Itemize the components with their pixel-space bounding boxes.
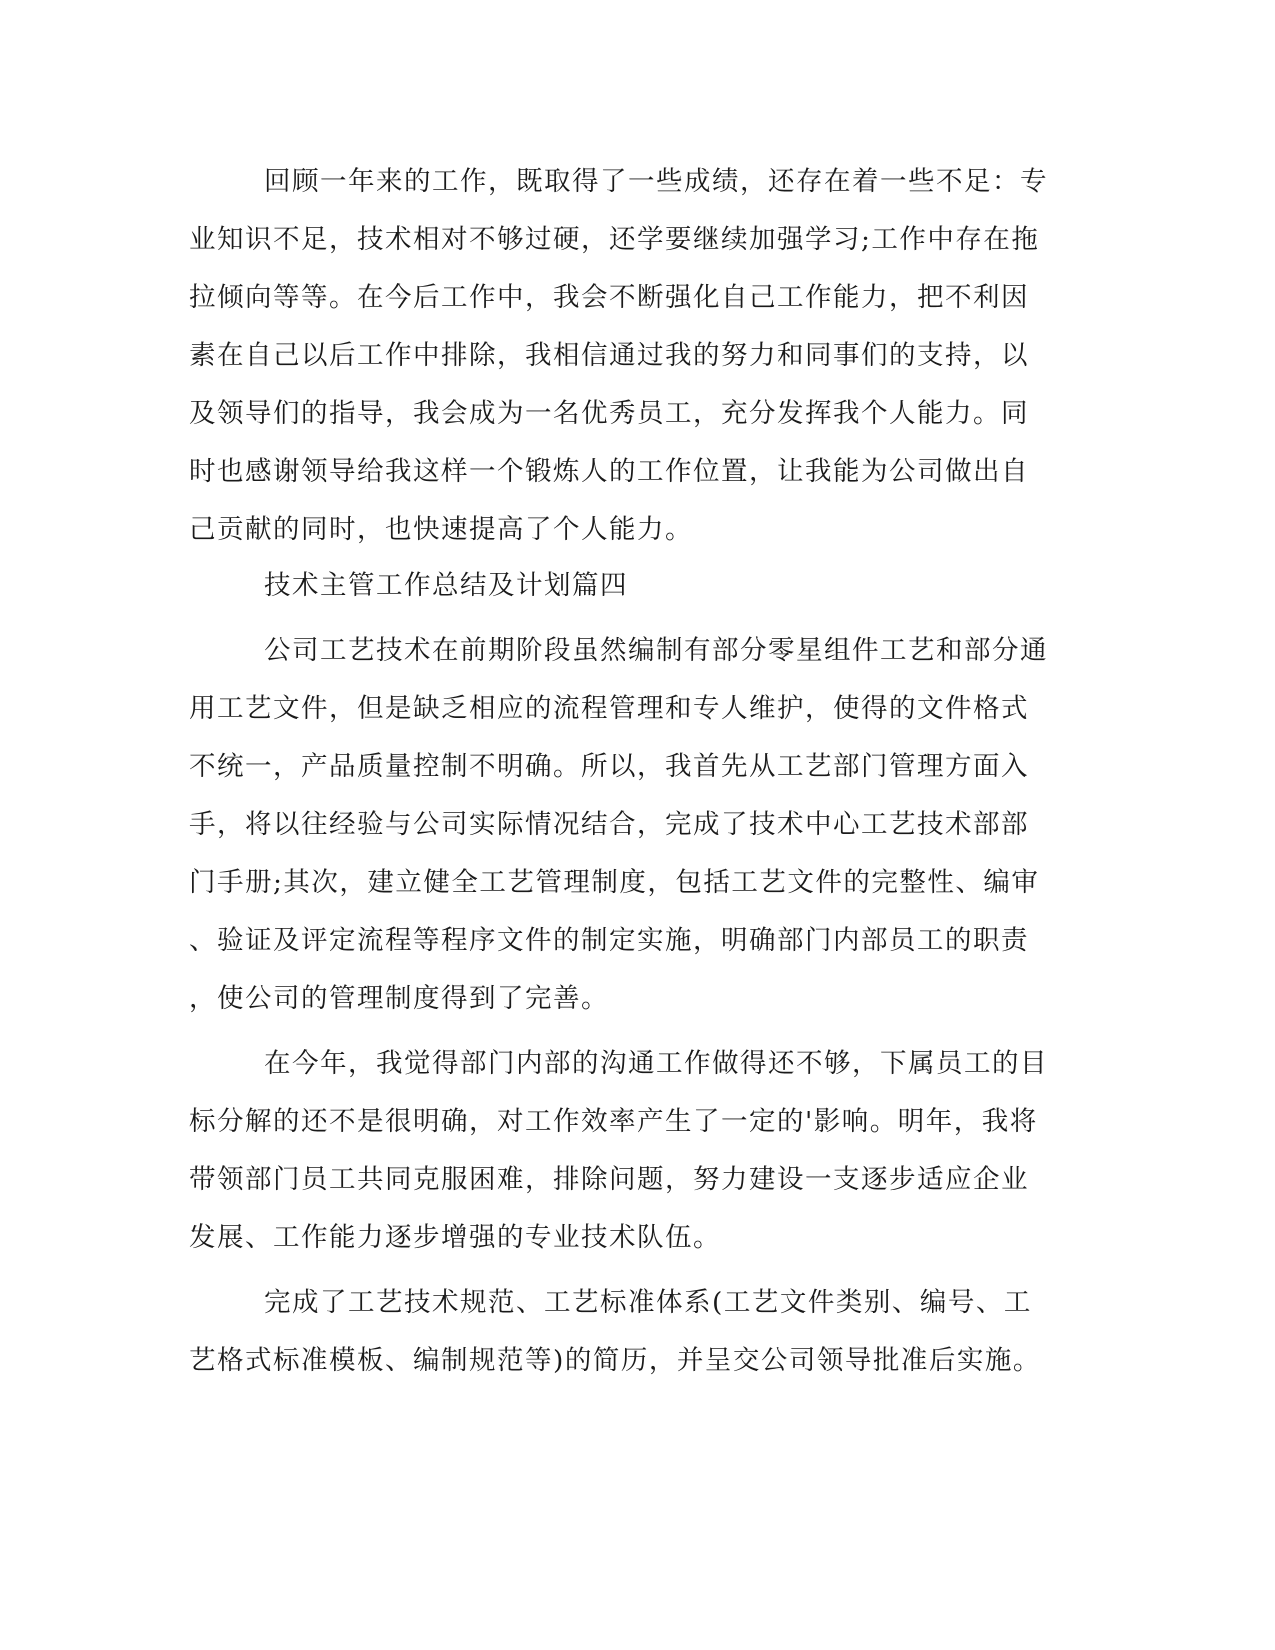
text-line: 不统一，产品质量控制不明确。所以，我首先从工艺部门管理方面入 (189, 751, 1029, 782)
text-line: 发展、工作能力逐步增强的专业技术队伍。 (189, 1222, 721, 1253)
text-line: 在今年，我觉得部门内部的沟通工作做得还不够，下属员工的目 (264, 1048, 1048, 1079)
text-line: 、验证及评定流程等程序文件的制定实施，明确部门内部员工的职责 (189, 925, 1029, 956)
text-line: 素在自己以后工作中排除，我相信通过我的努力和同事们的支持，以 (189, 340, 1029, 371)
text-line: 标分解的还不是很明确，对工作效率产生了一定的'影响。明年，我将 (189, 1106, 1038, 1137)
section-heading: 技术主管工作总结及计划篇四 (264, 570, 628, 601)
text-line: 回顾一年来的工作，既取得了一些成绩，还存在着一些不足：专 (264, 166, 1048, 197)
text-line: 公司工艺技术在前期阶段虽然编制有部分零星组件工艺和部分通 (264, 635, 1048, 666)
text-line: 门手册;其次，建立健全工艺管理制度，包括工艺文件的完整性、编审 (189, 867, 1040, 898)
text-line: 手，将以往经验与公司实际情况结合，完成了技术中心工艺技术部部 (189, 809, 1029, 840)
text-line: 艺格式标准模板、编制规范等)的简历，并呈交公司领导批准后实施。 (189, 1345, 1041, 1376)
text-line: 业知识不足，技术相对不够过硬，还学要继续加强学习;工作中存在拖 (189, 224, 1040, 255)
text-line: 时也感谢领导给我这样一个锻炼人的工作位置，让我能为公司做出自 (189, 456, 1029, 487)
text-line: 完成了工艺技术规范、工艺标准体系(工艺文件类别、编号、工 (264, 1287, 1032, 1318)
text-line: 用工艺文件，但是缺乏相应的流程管理和专人维护，使得的文件格式 (189, 693, 1029, 724)
text-line: 拉倾向等等。在今后工作中，我会不断强化自己工作能力，把不利因 (189, 282, 1029, 313)
text-line: 及领导们的指导，我会成为一名优秀员工，充分发挥我个人能力。同 (189, 398, 1029, 429)
text-line: 带领部门员工共同克服困难，排除问题，努力建设一支逐步适应企业 (189, 1164, 1029, 1195)
text-line: 己贡献的同时，也快速提高了个人能力。 (189, 514, 693, 545)
text-line: ，使公司的管理制度得到了完善。 (189, 983, 609, 1014)
